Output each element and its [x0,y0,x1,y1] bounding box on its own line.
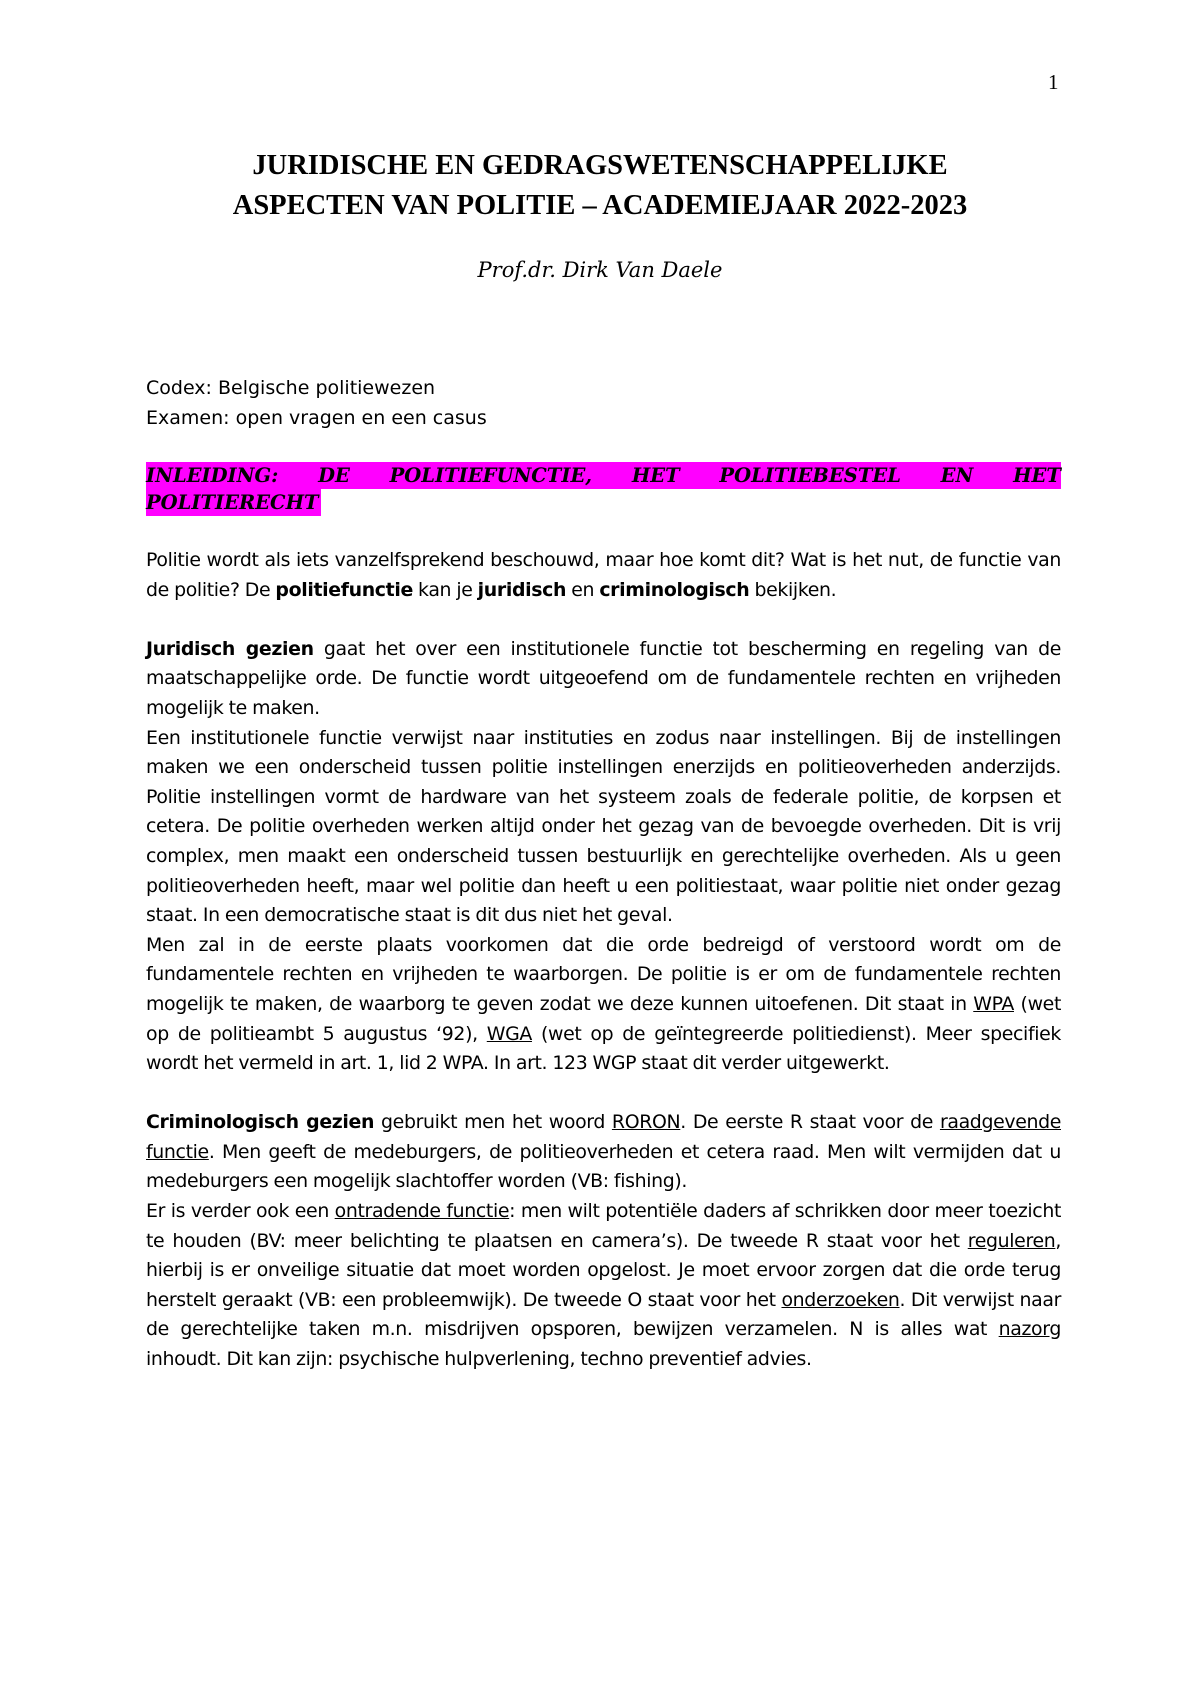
codex-line: Codex: Belgische politiewezen [146,377,436,399]
paragraph-verder: Er is verder ook een ontradende functie: men wilt potentiële daders af schrikken door meer toezicht te houden (BV: meer belichting te plaatsen en camera’s). De tweede R staat voor het reguleren, hierbij is er onveilige situatie dat moet worden opgelost. Je moet ervoor zorgen dat die orde terug herstelt geraakt (VB: een probleemwijk). De tweede O staat voor het onderzoeken. Dit verwijst naar de gerechtelijke taken m.n. misdrijven opsporen, bewijzen verzamelen. N is alles wat nazorg inhoudt. Dit kan zijn: psychische hulpverlening, techno preventief advies. [146,1200,1061,1371]
heading-word: HET [1013,464,1061,487]
paragraph-juridisch: Juridisch gezien gaat het over een institutionele functie tot bescherming en regeling van de maatschappelijke orde. De functie wordt uitgeoefend om de fundamentele rechten en vrijheden mogelijk te maken. [146,637,1061,719]
paragraph-criminologisch: Criminologisch gezien gebruikt men het woord RORON. De eerste R staat voor de raadgevende functie. Men geeft de medeburgers, de politieoverheden et cetera raad. Men wilt vermijden dat u medeburgers een mogelijk slachtoffer worden (VB: fishing). [146,1111,1061,1193]
paragraph-intro: Politie wordt als iets vanzelfsprekend beschouwd, maar hoe komt dit? Wat is het nut, de functie van de politie? De politiefunctie kan je juridisch en criminologisch bekijken. [146,549,1061,601]
heading-line-2: POLITIERECHT [146,491,319,514]
heading-word: INLEIDING: [146,464,279,487]
section-heading [146,462,1061,516]
heading-word: POLITIEBESTEL [719,464,901,487]
course-meta [146,373,487,433]
page-number: 1 [1048,70,1059,94]
heading-line-1 [146,462,1061,489]
title-line-1: JURIDISCHE EN GEDRAGSWETENSCHAPPELIJKE [252,150,948,181]
paragraph-orde: Men zal in de eerste plaats voorkomen dat die orde bedreigd of verstoord wordt om de fundamentele rechten en vrijheden te waarborgen. De politie is er om de fundamentele rechten mogelijk te maken, de waarborg te geven zodat we deze kunnen uitoefenen. Dit staat in WPA (wet op de politieambt 5 augustus ‘92), WGA (wet op de geïntegreerde politiedienst). Meer specifiek wordt het vermeld in art. 1, lid 2 WPA. In art. 123 WGP staat dit verder uitgewerkt. [146,933,1062,1075]
author: Prof.dr. Dirk Van Daele [477,258,723,282]
document-title [0,146,1200,226]
body-text [146,546,1061,1375]
paragraph-institutioneel: Een institutionele functie verwijst naar instituties en zodus naar instellingen. Bij de instellingen maken we een onderscheid tussen politie instellingen enerzijds en politieoverheden anderzijds. Politie instellingen vormt de hardware van het systeem zoals de federale politie, de korpsen et cetera. De politie overheden werken altijd onder het gezag van de bevoegde overheden. Dit is vrij complex, men maakt een onderscheid tussen bestuurlijk en gerechtelijke overheden. Als u geen politieoverheden heeft, maar wel politie dan heeft u een politiestaat, waar politie niet onder gezag staat. In een democratische staat is dit dus niet het geval. [146,726,1061,927]
heading-word: POLITIEFUNCTIE, [389,464,593,487]
exam-line: Examen: open vragen en een casus [146,407,487,429]
title-line-2: ASPECTEN VAN POLITIE – ACADEMIEJAAR 2022-2023 [232,190,968,221]
heading-word: DE [318,464,350,487]
heading-word: EN [940,464,974,487]
heading-word: HET [631,464,680,487]
